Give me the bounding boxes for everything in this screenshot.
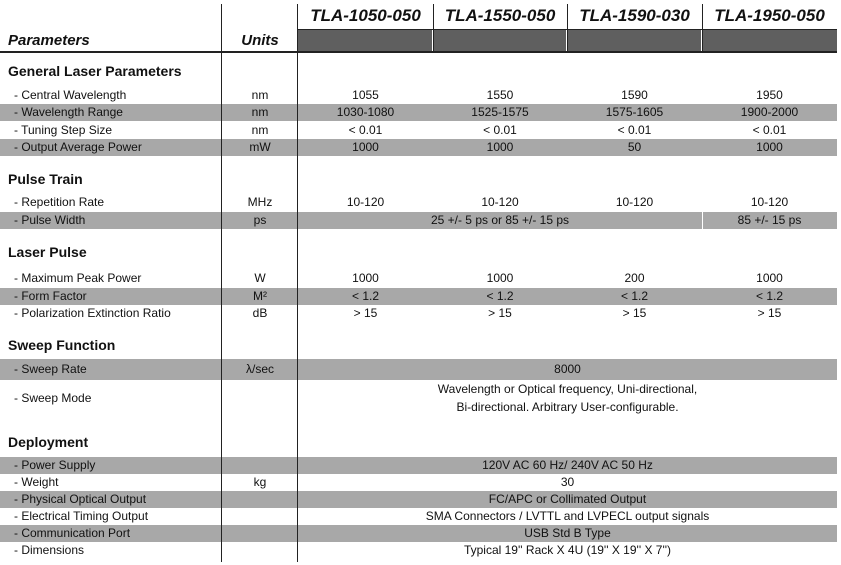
param-value: Wavelength or Optical frequency, Uni-directional, bbox=[437, 382, 698, 396]
param-name: - Polarization Extinction Ratio bbox=[14, 306, 171, 320]
param-value: 10-120 bbox=[481, 195, 519, 209]
param-unit: ps bbox=[253, 213, 267, 227]
param-unit: MHz bbox=[247, 195, 273, 209]
param-value: 30 bbox=[560, 475, 575, 489]
param-value: 1950 bbox=[756, 88, 783, 102]
table-row bbox=[0, 542, 837, 559]
param-value: < 1.2 bbox=[486, 289, 514, 303]
model-title: TLA-1590-030 bbox=[579, 6, 690, 25]
param-value: 1550 bbox=[486, 88, 514, 102]
param-value: Bi-directional. Arbitrary User-configurable. bbox=[456, 400, 679, 414]
model-title: TLA-1550-050 bbox=[444, 6, 556, 25]
param-value: 1030-1080 bbox=[336, 105, 395, 119]
table-row bbox=[0, 457, 837, 474]
param-name: - Physical Optical Output bbox=[14, 492, 147, 506]
param-unit: kg bbox=[253, 475, 267, 489]
param-name: - Power Supply bbox=[14, 458, 96, 472]
model-title: TLA-1950-050 bbox=[714, 6, 825, 25]
param-name: - Dimensions bbox=[14, 543, 85, 557]
param-unit: M² bbox=[253, 289, 267, 303]
param-value: Typical 19'' Rack X 4U (19'' X 19'' X 7'') bbox=[463, 543, 672, 557]
param-unit: λ/sec bbox=[245, 362, 274, 376]
param-value: 200 bbox=[624, 271, 645, 285]
param-value: 10-120 bbox=[346, 195, 385, 209]
param-unit: dB bbox=[252, 306, 268, 320]
param-value: 1590 bbox=[621, 88, 648, 102]
param-name: - Pulse Width bbox=[14, 213, 86, 227]
param-name: - Tuning Step Size bbox=[14, 123, 113, 137]
param-value: 85 +/- 15 ps bbox=[737, 213, 802, 227]
param-name: - Sweep Rate bbox=[14, 362, 87, 376]
param-value: 1000 bbox=[352, 271, 379, 285]
param-value: 10-120 bbox=[750, 195, 789, 209]
param-value: > 15 bbox=[488, 306, 512, 320]
model-header-box bbox=[298, 30, 432, 51]
header-rule bbox=[0, 51, 837, 53]
param-value: 1000 bbox=[756, 271, 783, 285]
section-title: Laser Pulse bbox=[8, 244, 87, 260]
table-row bbox=[0, 87, 837, 104]
table-row-text bbox=[0, 381, 837, 398]
param-value: SMA Connectors / LVTTL and LVPECL output signals bbox=[425, 509, 710, 523]
table-row bbox=[0, 361, 837, 378]
param-value: > 15 bbox=[757, 306, 782, 320]
cell-divider bbox=[702, 212, 703, 229]
param-value: < 1.2 bbox=[755, 289, 784, 303]
param-value: 1000 bbox=[486, 140, 514, 154]
param-value: 8000 bbox=[554, 362, 581, 376]
param-unit: nm bbox=[251, 105, 269, 119]
param-name: - Central Wavelength bbox=[14, 88, 127, 102]
table-row-text bbox=[0, 399, 837, 416]
param-value: < 1.2 bbox=[351, 289, 380, 303]
model-header-box bbox=[568, 30, 701, 51]
param-unit: nm bbox=[251, 88, 269, 102]
param-name: - Communication Port bbox=[14, 526, 131, 540]
section-title: Deployment bbox=[8, 434, 89, 450]
param-value: > 15 bbox=[353, 306, 378, 320]
table-row bbox=[0, 508, 837, 525]
param-value: FC/APC or Collimated Output bbox=[488, 492, 647, 506]
table-row bbox=[0, 104, 837, 121]
param-value: 1000 bbox=[352, 140, 379, 154]
table-row bbox=[0, 212, 837, 229]
table-row bbox=[0, 270, 837, 287]
param-value: 1900-2000 bbox=[740, 105, 799, 119]
table-row bbox=[0, 474, 837, 491]
param-value: < 0.01 bbox=[483, 123, 517, 137]
section-title: Sweep Function bbox=[8, 337, 116, 353]
param-name: - Output Average Power bbox=[14, 140, 142, 154]
header-rule bbox=[297, 29, 837, 30]
model-header-box bbox=[703, 30, 837, 51]
param-name: - Sweep Mode bbox=[14, 391, 92, 405]
table-row bbox=[0, 139, 837, 156]
param-unit: nm bbox=[251, 123, 269, 137]
param-unit: W bbox=[254, 271, 266, 285]
section-title: General Laser Parameters bbox=[8, 63, 182, 79]
param-value: 10-120 bbox=[615, 195, 654, 209]
parameters-heading: Parameters bbox=[8, 32, 90, 49]
model-title: TLA-1050-050 bbox=[310, 6, 421, 25]
section-title: Pulse Train bbox=[8, 171, 83, 187]
table-row bbox=[0, 288, 837, 305]
param-value: 50 bbox=[627, 140, 642, 154]
param-value: < 0.01 bbox=[348, 123, 383, 137]
table-row bbox=[0, 525, 837, 542]
param-value: < 1.2 bbox=[620, 289, 649, 303]
param-value: > 15 bbox=[622, 306, 647, 320]
units-heading: Units bbox=[241, 32, 279, 49]
table-row bbox=[0, 194, 837, 211]
param-name: - Electrical Timing Output bbox=[14, 509, 149, 523]
param-value: USB Std B Type bbox=[524, 526, 611, 540]
table-row bbox=[0, 491, 837, 508]
param-name: - Weight bbox=[14, 475, 59, 489]
model-header-box bbox=[434, 30, 566, 51]
param-value: 120V AC 60 Hz/ 240V AC 50 Hz bbox=[482, 458, 653, 472]
param-value: 1575-1605 bbox=[605, 105, 664, 119]
param-unit: mW bbox=[249, 140, 271, 154]
param-value: 25 +/- 5 ps or 85 +/- 15 ps bbox=[430, 213, 570, 227]
table-row bbox=[0, 122, 837, 139]
param-name: - Wavelength Range bbox=[14, 105, 123, 119]
param-value: 1000 bbox=[486, 271, 514, 285]
param-value: 1055 bbox=[352, 88, 379, 102]
param-value: < 0.01 bbox=[752, 123, 787, 137]
table-row bbox=[0, 305, 837, 322]
param-value: < 0.01 bbox=[617, 123, 652, 137]
param-value: 1000 bbox=[756, 140, 783, 154]
param-name: - Form Factor bbox=[14, 289, 87, 303]
param-value: 1525-1575 bbox=[471, 105, 529, 119]
param-name: - Maximum Peak Power bbox=[14, 271, 142, 285]
param-name: - Repetition Rate bbox=[14, 195, 105, 209]
